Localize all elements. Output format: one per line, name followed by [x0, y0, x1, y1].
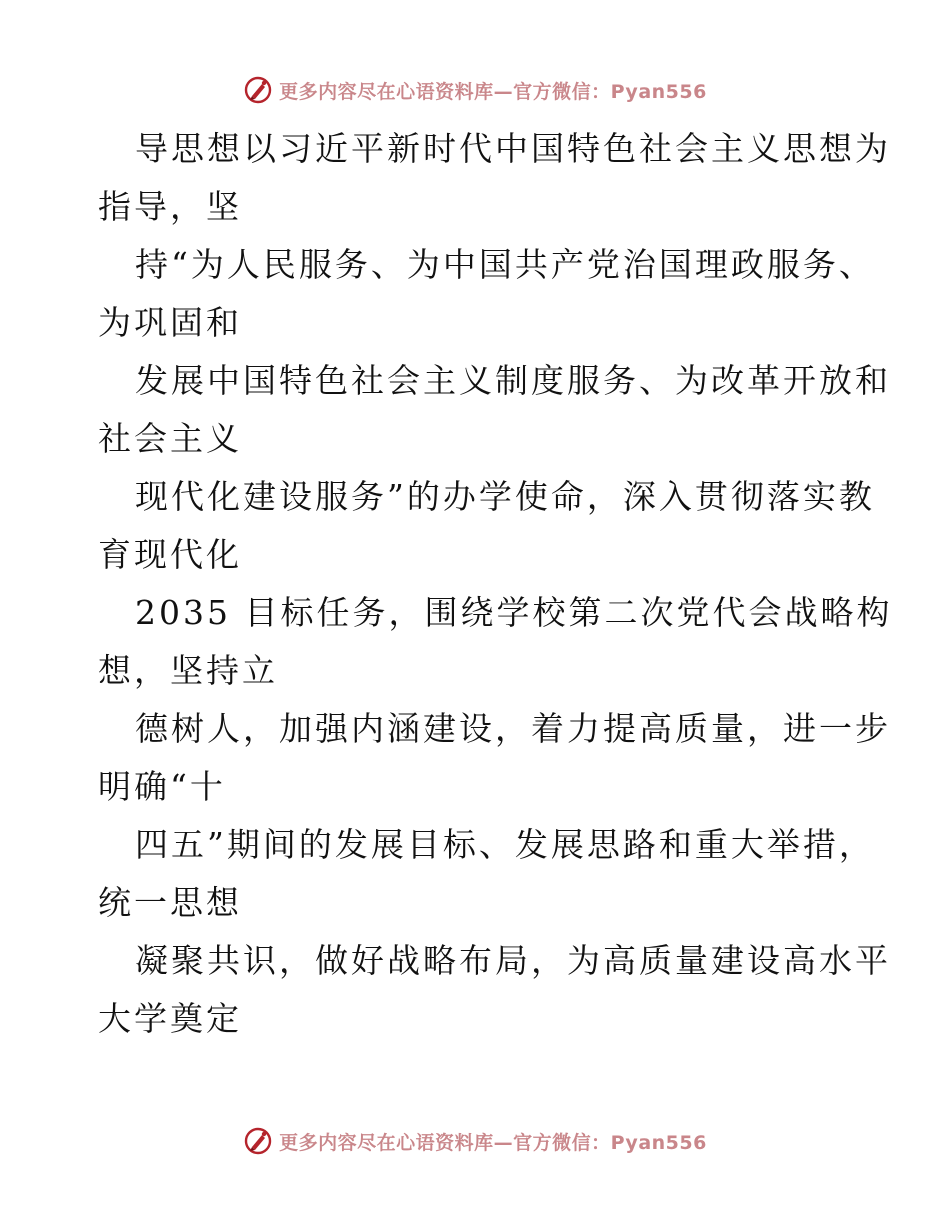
line-text: 德树人，加强内涵建设，着力提高质量，进一步 — [135, 709, 891, 748]
pen-logo-icon — [243, 75, 273, 105]
paragraph-line — [98, 700, 891, 816]
paragraph-line — [98, 816, 875, 932]
paragraph-line — [98, 120, 891, 236]
line-text: 导思想以习近平新时代中国特色社会主义思想为 — [135, 129, 891, 168]
paragraph-line — [98, 352, 891, 468]
line-text: 2035 目标任务，围绕学校第二次党代会战略构 — [135, 593, 893, 632]
line-continuation: 明确“十 — [98, 767, 226, 806]
paragraph-line — [98, 584, 893, 700]
line-text: 凝聚共识，做好战略布局，为高质量建设高水平 — [135, 941, 891, 980]
document-body — [98, 120, 893, 1048]
line-text: 持“为人民服务、为中国共产党治国理政服务、 — [135, 245, 875, 284]
header-banner — [0, 70, 950, 110]
footer-banner — [0, 1121, 950, 1161]
line-continuation: 为巩固和 — [98, 303, 242, 342]
line-text: 发展中国特色社会主义制度服务、为改革开放和 — [135, 361, 891, 400]
header-banner-text: 更多内容尽在心语资料库—官方微信：Pyan556 — [279, 80, 707, 103]
line-continuation: 大学奠定 — [98, 999, 242, 1038]
footer-banner-text: 更多内容尽在心语资料库—官方微信：Pyan556 — [279, 1131, 707, 1154]
paragraph-line — [98, 932, 891, 1048]
line-continuation: 指导，坚 — [98, 187, 242, 226]
line-continuation: 育现代化 — [98, 535, 242, 574]
line-text: 四五”期间的发展目标、发展思路和重大举措， — [135, 825, 875, 864]
pen-logo-icon — [243, 1126, 273, 1156]
line-continuation: 统一思想 — [98, 883, 242, 922]
paragraph-line — [98, 468, 875, 584]
line-text: 现代化建设服务”的办学使命，深入贯彻落实教 — [135, 477, 875, 516]
line-continuation: 想，坚持立 — [98, 651, 278, 690]
line-continuation: 社会主义 — [98, 419, 242, 458]
paragraph-line — [98, 236, 875, 352]
